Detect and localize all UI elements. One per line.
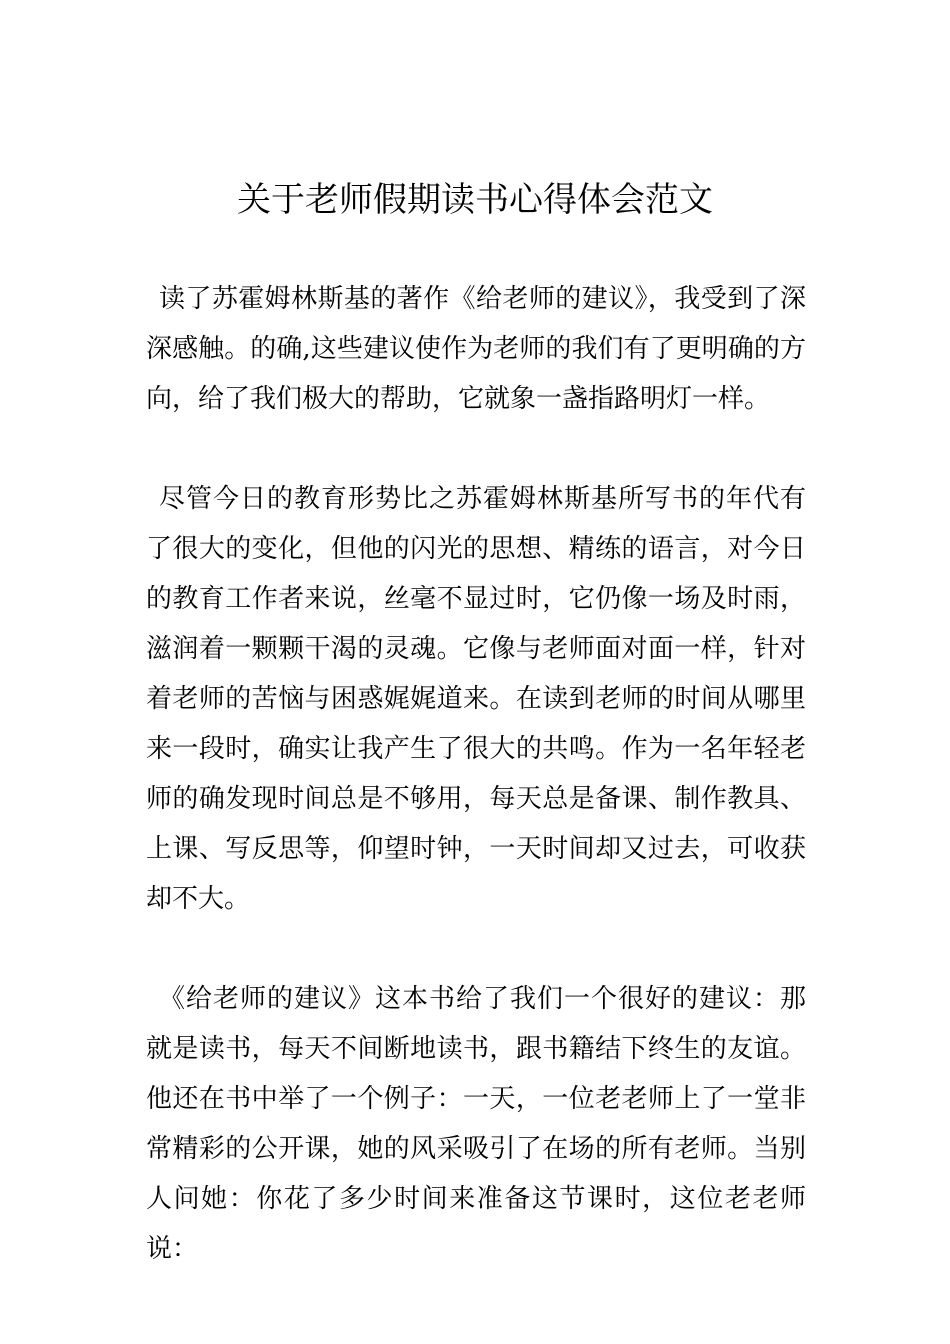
paragraph-2: 尽管今日的教育形势比之苏霍姆林斯基所写书的年代有了很大的变化，但他的闪光的思想、精练的语言，对今日的教育工作者来说，丝毫不显过时，它仍像一场及时雨，滋润着一颗颗干渴的灵魂。它像与老师面对面一样，针对着老师的苦恼与困惑娓娓道来。在读到老师的时间从哪里来一段时，确实让我产生了很大的共鸣。作为一名年轻老师的确发现时间总是不够用，每天总是备课、制作教具、上课、写反思等，仰望时钟，一天时间却又过去，可收获却不大。 xyxy=(146,484,806,914)
paragraph-1: 读了苏霍姆林斯基的著作《给老师的建议》，我受到了深深感触。的确,这些建议使作为老师的我们有了更明确的方向，给了我们极大的帮助，它就象一盏指路明灯一样。 xyxy=(146,284,806,414)
paragraph-3: 《给老师的建议》这本书给了我们一个很好的建议：那就是读书，每天不间断地读书，跟书籍结下终生的友谊。他还在书中举了一个例子：一天，一位老老师上了一堂非常精彩的公开课，她的风采吸引了在场的所有老师。当别人问她：你花了多少时间来准备这节课时，这位老老师说： xyxy=(146,984,806,1264)
document-title: 关于老师假期读书心得体会范文 xyxy=(237,180,713,220)
